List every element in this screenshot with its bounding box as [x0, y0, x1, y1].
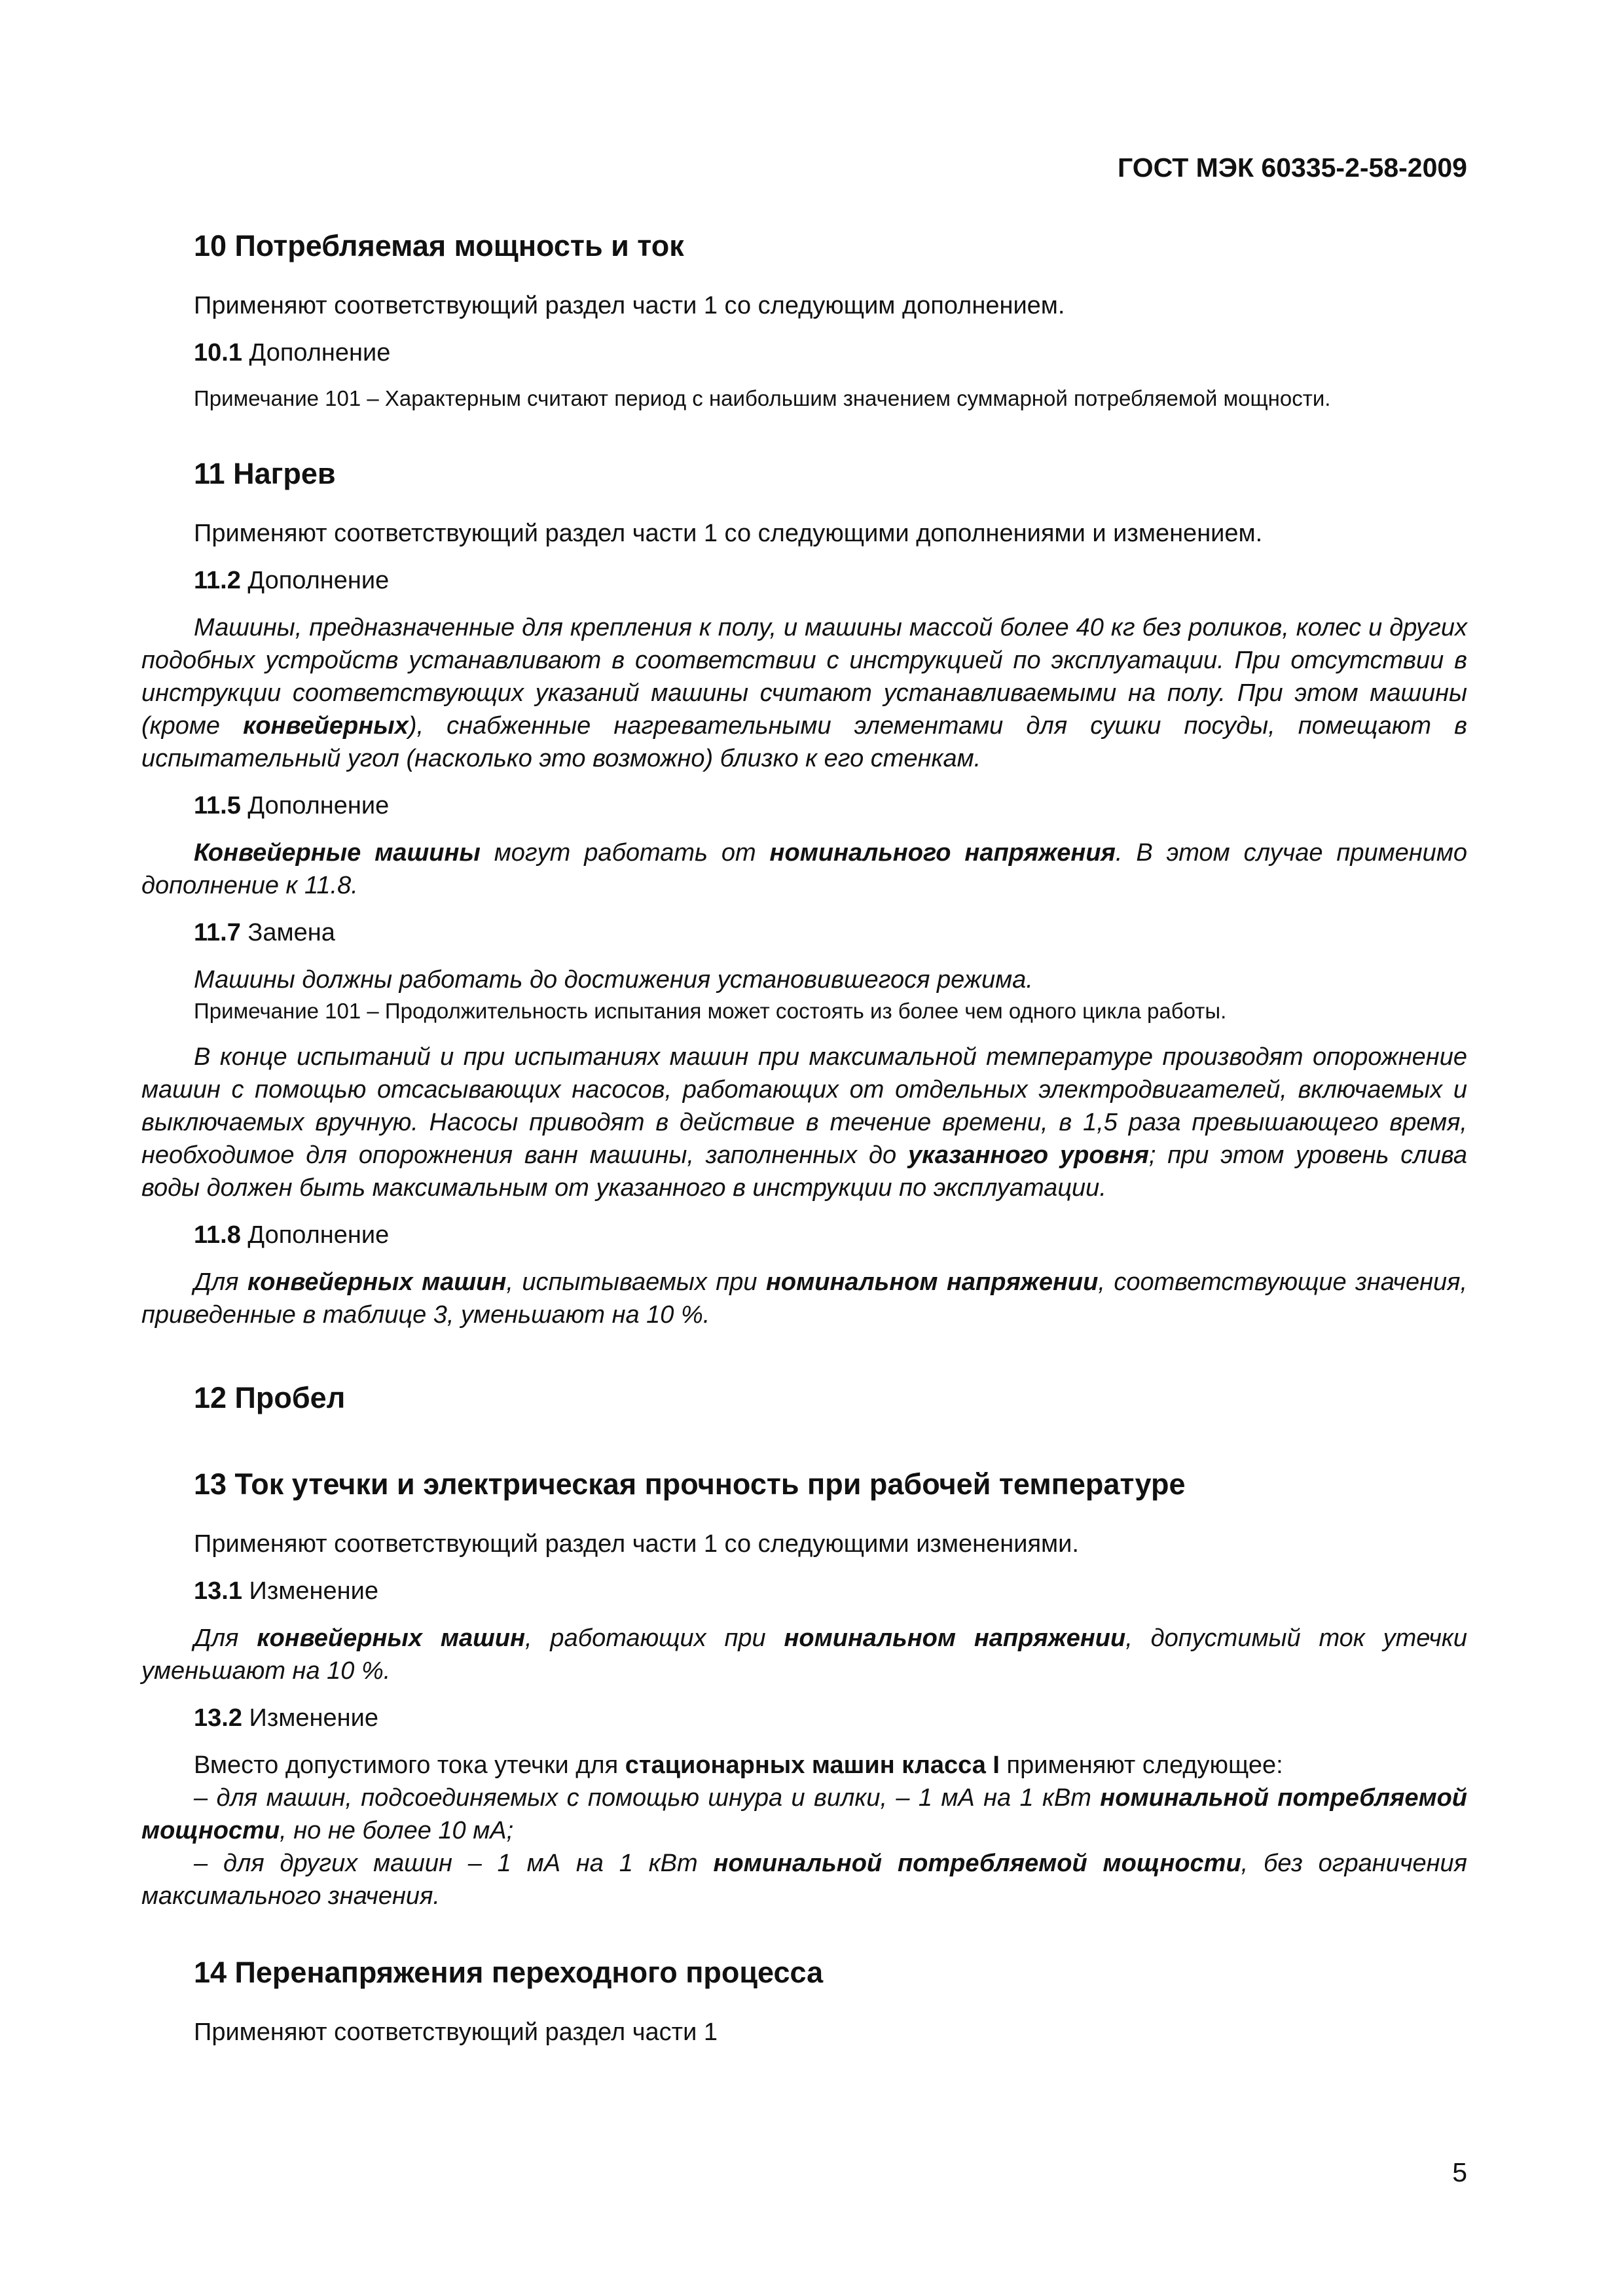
- clause-11-2-text: [141, 611, 1467, 775]
- text-run: Машины, предназначенные для крепления к полу, и машины массой более 40 кг без роликов, колес и других подобных устройств устанавливают в соответствии с инструкцией по эксплуатации. При отсутствии в инструкции соответствующих указаний машины считают устанавливаемыми на полу. При этом машины (кроме: [141, 614, 1467, 740]
- clause-number: 13.2: [194, 1704, 242, 1732]
- text-run: . В этом случае применимо дополнение к 11.8.: [141, 839, 1467, 899]
- text-run: В конце испытаний и при испытаниях машин при максимальной температуре производят опорожнение машин с помощью отсасывающих насосов, работающих от отдельных электродвигателей, включаемых и выключаемых вручную. Насосы приводят в действие в течение времени, в 1,5 раза превышающего время, необходимое для опорожнения ванн машины, заполненных до: [141, 1043, 1467, 1169]
- clause-11-8-text: [141, 1266, 1467, 1331]
- defined-term: Конвейерные машины: [194, 839, 481, 867]
- defined-term: указанного уровня: [907, 1141, 1149, 1169]
- clause-11-7-text: Машины должны работать до достижения установившегося режима.: [194, 966, 1033, 994]
- text-run: , допустимый ток утечки уменьшают на 10 %.: [141, 1624, 1467, 1685]
- clause-label: Дополнение: [240, 792, 390, 819]
- clause-13-2-heading: [141, 1702, 1467, 1734]
- section-11-title: 11 Нагрев: [194, 457, 336, 490]
- text-run: , но не более 10 мА;: [280, 1817, 514, 1844]
- section-12-title: 12 Пробел: [194, 1381, 346, 1414]
- section-13-text: Применяют соответствующий раздел части 1 со следующими изменениями.: [194, 1530, 1079, 1558]
- defined-term: конвейерных машин: [247, 1268, 507, 1296]
- clause-number: 10.1: [194, 339, 242, 367]
- clause-label: Дополнение: [242, 339, 391, 367]
- text-run: – для машин, подсоединяемых с помощью шнура и вилки, – 1 мА на 1 кВт: [194, 1784, 1101, 1812]
- section-14-text: Применяют соответствующий раздел части 1: [194, 2018, 718, 2046]
- clause-number: 11.7: [194, 919, 241, 946]
- text-run: могут работать от: [480, 839, 770, 867]
- section-13-title: 13 Ток утечки и электрическая прочность при рабочей температуре: [194, 1467, 1186, 1501]
- list-item: [141, 1782, 1467, 1847]
- list-item: [141, 1847, 1467, 1912]
- text-run: , работающих при: [525, 1624, 784, 1652]
- document-body: [141, 226, 1467, 2049]
- text-run: Вместо допустимого тока утечки для: [194, 1751, 625, 1779]
- note-11-7: Примечание 101 – Продолжительность испытания может состоять из более чем одного цикла работы.: [194, 999, 1227, 1023]
- defined-term: номинальном напряжении: [765, 1268, 1099, 1296]
- text-run: ; при этом уровень слива воды должен быть максимальным от указанного в инструкции по эксплуатации.: [141, 1141, 1467, 1202]
- clause-label: Изменение: [242, 1577, 378, 1605]
- defined-term: номинальной потребляемой мощности: [713, 1850, 1241, 1877]
- clause-number: 13.1: [194, 1577, 242, 1605]
- text-run: , соответствующие значения, приведенные в таблице 3, уменьшают на 10 %.: [141, 1268, 1467, 1329]
- clause-13-1-heading: [141, 1575, 1467, 1607]
- clause-11-7-paragraph: [141, 1041, 1467, 1204]
- section-10-title: 10 Потребляемая мощность и ток: [194, 229, 684, 262]
- section-10-text: Применяют соответствующий раздел части 1 со следующим дополнением.: [194, 292, 1065, 319]
- text-run: применяют следующее:: [999, 1751, 1283, 1779]
- clause-11-5-heading: [141, 789, 1467, 822]
- clause-11-5-text: [141, 836, 1467, 902]
- clause-number: 11.2: [194, 567, 241, 594]
- standard-designation: ГОСТ МЭК 60335-2-58-2009: [1118, 152, 1467, 183]
- clause-11-8-heading: [141, 1219, 1467, 1251]
- defined-term: номинальном напряжении: [784, 1624, 1126, 1652]
- clause-11-2-heading: [141, 564, 1467, 597]
- clause-13-2-text: [141, 1749, 1467, 1782]
- clause-number: 11.5: [194, 792, 241, 819]
- defined-term: стационарных машин класса I: [625, 1751, 1000, 1779]
- text-run: Для: [194, 1268, 247, 1296]
- clause-label: Изменение: [242, 1704, 378, 1732]
- clause-11-7-heading: [141, 916, 1467, 949]
- section-11-text: Применяют соответствующий раздел части 1 со следующими дополнениями и изменением.: [194, 520, 1263, 547]
- clause-number: 11.8: [194, 1221, 241, 1249]
- text-run: ), снабженные нагревательными элементами для сушки посуды, помещают в испытательный угол (насколько это возможно) близко к его стенкам.: [141, 712, 1467, 772]
- clause-label: Дополнение: [240, 567, 390, 594]
- note-10-1: Примечание 101 – Характерным считают период с наибольшим значением суммарной потребляемой мощности.: [194, 386, 1331, 410]
- section-14-title: 14 Перенапряжения переходного процесса: [194, 1956, 824, 1989]
- clause-label: Дополнение: [240, 1221, 390, 1249]
- page-number: 5: [1452, 2157, 1467, 2187]
- defined-term: номинального напряжения: [769, 839, 1116, 867]
- text-run: – для других машин – 1 мА на 1 кВт: [194, 1850, 714, 1877]
- defined-term: конвейерных машин: [257, 1624, 526, 1652]
- defined-term: номинальной потребляемой мощности: [141, 1784, 1467, 1844]
- text-run: , без ограничения максимального значения.: [141, 1850, 1467, 1910]
- clause-label: Замена: [240, 919, 335, 946]
- clause-10-1-heading: [141, 336, 1467, 369]
- defined-term: конвейерных: [243, 712, 409, 740]
- text-run: , испытываемых при: [506, 1268, 766, 1296]
- text-run: Для: [194, 1624, 257, 1652]
- clause-13-1-text: [141, 1622, 1467, 1687]
